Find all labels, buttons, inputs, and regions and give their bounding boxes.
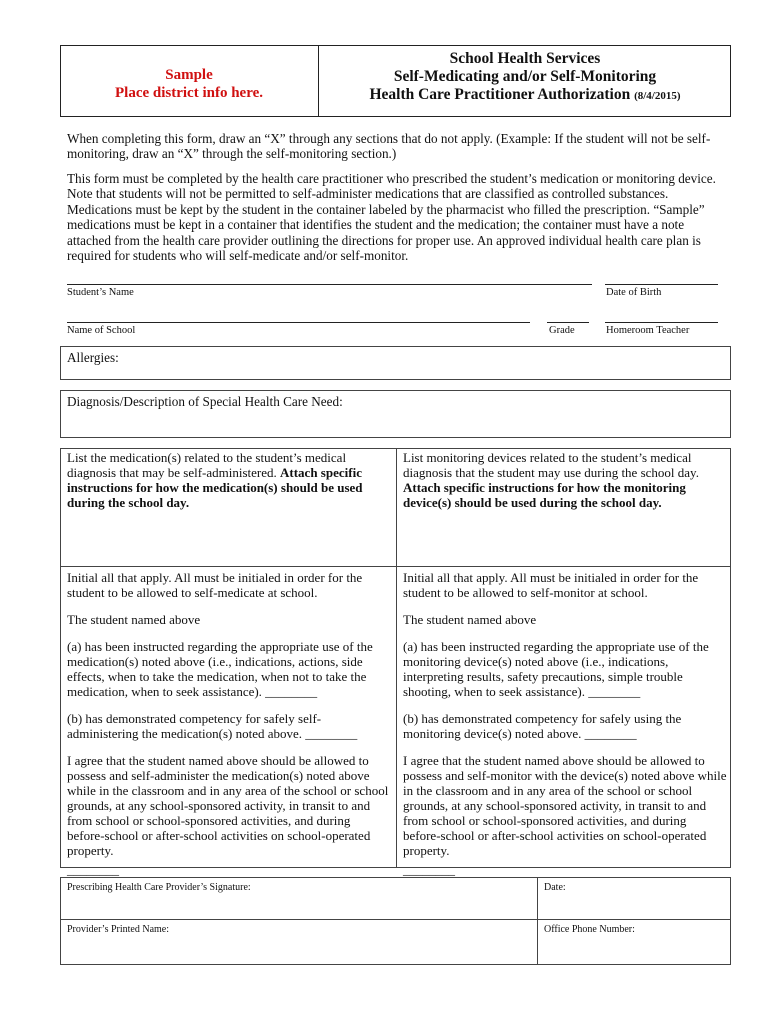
diagnosis-field[interactable] <box>60 390 731 438</box>
school-name-line[interactable] <box>67 322 530 323</box>
homeroom-teacher-line[interactable] <box>605 322 718 323</box>
form-version-date: (8/4/2015) <box>634 90 681 102</box>
school-name-label: Name of School <box>67 325 136 336</box>
monitoring-intro-bold: Attach specific instructions for how the monitoring device(s) should be used during the school day. <box>403 480 686 510</box>
self-monitor-section <box>403 570 727 877</box>
student-name-label: Student’s Name <box>67 287 134 298</box>
grade-label: Grade <box>549 325 575 336</box>
monitoring-item-b[interactable]: (b) has demonstrated competency for safely using the monitoring device(s) noted above. ________ <box>403 711 682 741</box>
medication-item-b[interactable]: (b) has demonstrated competency for safely self-administering the medication(s) noted above. ________ <box>67 711 358 741</box>
title-line-1: School Health Services <box>449 50 601 67</box>
medication-item-a[interactable]: (a) has been instructed regarding the appropriate use of the medication(s) noted above (i.e., indications, actions, side effects, when to take the medication, when not to take the medication, when to seek assistance). ________ <box>67 639 373 699</box>
sample-label: Sample <box>165 67 213 83</box>
monitoring-initial-instructions: Initial all that apply. All must be initialed in order for the student to be allowed to self-monitor at school. <box>403 570 699 600</box>
signature-row-divider <box>60 919 731 920</box>
self-medicate-section <box>67 570 391 877</box>
form-title <box>320 50 730 105</box>
title-line-3-text: Health Care Practitioner Authorization <box>369 86 631 103</box>
medication-agreement-initial[interactable]: ________ <box>67 862 119 877</box>
medication-intro-bold: Attach specific instructions for how the medication(s) should be used during the school day. <box>67 465 363 510</box>
office-phone-label: Office Phone Number: <box>544 924 635 935</box>
header-divider <box>318 45 319 117</box>
monitoring-student-named: The student named above <box>403 612 537 627</box>
table-column-divider <box>396 448 397 868</box>
monitoring-devices-cell[interactable] <box>403 450 727 510</box>
student-name-line[interactable] <box>67 284 592 285</box>
date-of-birth-label: Date of Birth <box>606 287 662 298</box>
medication-agreement: I agree that the student named above should be allowed to possess and self-administer the medication(s) noted above while in the classroom and in any area of the school or school grounds, at any school-sponsored activity, in transit to and from school or school-sponsored activities, and during before-school or after-school activities on school-operated property. <box>67 753 389 858</box>
title-line-3 <box>320 86 730 105</box>
signature-column-divider <box>537 877 538 965</box>
monitoring-item-a[interactable]: (a) has been instructed regarding the appropriate use of the monitoring device(s) noted above (i.e., indications, interpreting results, safety precautions, simple trouble shooting, when to seek assistance). ________ <box>403 639 709 699</box>
monitoring-intro: List monitoring devices related to the student’s medical diagnosis that the student may use during the school day. <box>403 450 699 480</box>
printed-name-label: Provider’s Printed Name: <box>67 924 170 935</box>
diagnosis-label: Diagnosis/Description of Special Health Care Need: <box>67 394 343 409</box>
instructions-paragraph: When completing this form, draw an “X” through any sections that do not apply. (Example: If the student will not be self-monitoring, draw an “X” through the self-monitoring section.) <box>67 131 711 162</box>
homeroom-teacher-label: Homeroom Teacher <box>606 325 690 336</box>
allergies-label: Allergies: <box>67 350 119 365</box>
provider-signature-field[interactable] <box>62 896 534 916</box>
title-line-2: Self-Medicating and/or Self-Monitoring <box>393 68 657 85</box>
grade-line[interactable] <box>547 322 589 323</box>
requirements-paragraph: This form must be completed by the health care practitioner who prescribed the student’s medication or monitoring device. Note that students will not be permitted to self-administer medications that are classified as controlled substances. Medications must be kept by the student in the container labeled by the pharmacist who filled the prescription. “Sample” medications must be kept in a container that identifies the student and the medication; the container must have a note attached from the health care provider outlining the directions for proper use. An approved individual health care plan is required for students who will self-medicate and/or self-monitor. <box>67 171 716 264</box>
medication-student-named: The student named above <box>67 612 201 627</box>
monitoring-agreement: I agree that the student named above should be allowed to possess and self-monitor with the device(s) noted above while in the classroom and in any area of the school or school grounds, at any school-sponsored activity, in transit to and from school or school-sponsored activities, and during before-school or after-school activities on school-operated property. <box>403 753 727 858</box>
district-info-placeholder <box>62 66 316 102</box>
date-label: Date: <box>544 882 566 893</box>
medication-initial-instructions: Initial all that apply. All must be initialed in order for the student to be allowed to self-medicate at school. <box>67 570 363 600</box>
allergies-field[interactable] <box>60 346 731 380</box>
table-row-divider <box>60 566 731 567</box>
medication-list-cell[interactable] <box>67 450 391 510</box>
office-phone-field[interactable] <box>540 938 728 962</box>
date-field[interactable] <box>540 896 728 916</box>
printed-name-field[interactable] <box>62 938 534 962</box>
provider-signature-label: Prescribing Health Care Provider’s Signature: <box>67 882 251 893</box>
date-of-birth-line[interactable] <box>605 284 718 285</box>
monitoring-agreement-initial[interactable]: ________ <box>403 862 455 877</box>
district-info-label: Place district info here. <box>114 85 263 101</box>
medication-intro: List the medication(s) related to the student’s medical diagnosis that may be self-administered. <box>67 450 347 480</box>
